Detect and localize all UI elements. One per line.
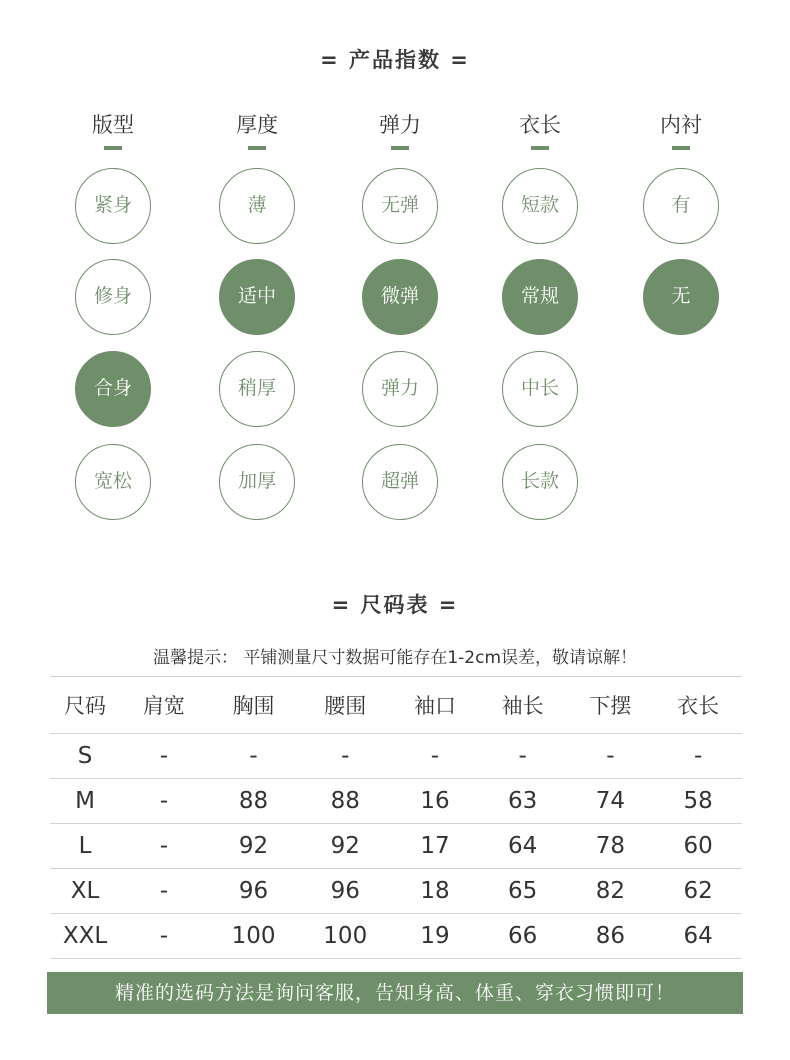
option-circle: 稍厚 <box>219 351 295 427</box>
table-cell: 100 <box>208 914 300 959</box>
table-cell: 63 <box>479 779 567 824</box>
column-underline <box>531 146 549 150</box>
table-cell: 60 <box>654 824 742 869</box>
sizing-advice-banner: 精准的选码方法是询问客服，告知身高、体重、穿衣习惯即可！ <box>47 972 743 1014</box>
measurement-tip: 温馨提示： 平铺测量尺寸数据可能存在1-2cm误差，敬请谅解！ <box>152 648 638 668</box>
column-lining <box>631 110 731 150</box>
table-cell: XXL <box>50 914 120 959</box>
header-cell: 衣长 <box>654 677 742 734</box>
option-circle: 修身 <box>75 259 151 335</box>
table-row <box>50 914 742 959</box>
table-cell: 64 <box>654 914 742 959</box>
column-underline <box>104 146 122 150</box>
table-cell: - <box>120 914 208 959</box>
table-cell: 65 <box>479 869 567 914</box>
table-row <box>50 869 742 914</box>
option-circle: 宽松 <box>75 444 151 520</box>
table-cell: - <box>120 869 208 914</box>
product-index-title: = 产品指数 = <box>320 48 470 72</box>
header-cell: 肩宽 <box>120 677 208 734</box>
table-cell: 58 <box>654 779 742 824</box>
option-circle-selected: 常规 <box>502 259 578 335</box>
table-cell: 74 <box>567 779 655 824</box>
table-header-row <box>50 677 742 734</box>
table-cell: 88 <box>208 779 300 824</box>
table-cell: - <box>479 734 567 779</box>
column-length <box>490 110 590 150</box>
header-cell: 尺码 <box>50 677 120 734</box>
column-header: 衣长 <box>519 113 561 137</box>
table-cell: 100 <box>299 914 391 959</box>
table-cell: - <box>567 734 655 779</box>
option-circle: 中长 <box>502 351 578 427</box>
table-cell: - <box>120 824 208 869</box>
option-circle: 紧身 <box>75 168 151 244</box>
column-elasticity <box>350 110 450 150</box>
table-cell: 19 <box>391 914 479 959</box>
header-cell: 袖长 <box>479 677 567 734</box>
table-cell: L <box>50 824 120 869</box>
column-underline <box>672 146 690 150</box>
table-cell: 18 <box>391 869 479 914</box>
table-cell: 82 <box>567 869 655 914</box>
header-cell: 下摆 <box>567 677 655 734</box>
column-header: 弹力 <box>379 113 421 137</box>
column-fit <box>63 110 163 150</box>
option-circle: 弹力 <box>362 351 438 427</box>
table-cell: 78 <box>567 824 655 869</box>
size-chart-title: = 尺码表 = <box>331 593 459 617</box>
table-cell: - <box>654 734 742 779</box>
table-cell: 17 <box>391 824 479 869</box>
option-circle: 超弹 <box>362 444 438 520</box>
table-cell: S <box>50 734 120 779</box>
table-cell: 96 <box>208 869 300 914</box>
column-underline <box>248 146 266 150</box>
table-row <box>50 779 742 824</box>
table-cell: 88 <box>299 779 391 824</box>
table-cell: - <box>208 734 300 779</box>
table-cell: XL <box>50 869 120 914</box>
table-row <box>50 824 742 869</box>
option-circle: 无弹 <box>362 168 438 244</box>
option-circle: 加厚 <box>219 444 295 520</box>
option-circle: 长款 <box>502 444 578 520</box>
header-cell: 袖口 <box>391 677 479 734</box>
table-cell: 96 <box>299 869 391 914</box>
column-underline <box>391 146 409 150</box>
header-cell: 胸围 <box>208 677 300 734</box>
table-cell: 16 <box>391 779 479 824</box>
table-cell: 86 <box>567 914 655 959</box>
table-cell: 66 <box>479 914 567 959</box>
column-thickness <box>207 110 307 150</box>
table-cell: 64 <box>479 824 567 869</box>
table-cell: - <box>391 734 479 779</box>
option-circle-selected: 适中 <box>219 259 295 335</box>
size-table <box>50 676 742 959</box>
table-cell: - <box>120 734 208 779</box>
option-circle-selected: 微弹 <box>362 259 438 335</box>
option-circle: 有 <box>643 168 719 244</box>
table-cell: 62 <box>654 869 742 914</box>
column-header: 厚度 <box>236 113 278 137</box>
table-row <box>50 734 742 779</box>
header-cell: 腰围 <box>299 677 391 734</box>
option-circle: 短款 <box>502 168 578 244</box>
option-circle-selected: 无 <box>643 259 719 335</box>
column-header: 内衬 <box>660 113 702 137</box>
table-cell: M <box>50 779 120 824</box>
option-circle-selected: 合身 <box>75 351 151 427</box>
option-circle: 薄 <box>219 168 295 244</box>
column-header: 版型 <box>92 113 134 137</box>
table-cell: 92 <box>299 824 391 869</box>
table-cell: - <box>299 734 391 779</box>
table-cell: - <box>120 779 208 824</box>
table-cell: 92 <box>208 824 300 869</box>
